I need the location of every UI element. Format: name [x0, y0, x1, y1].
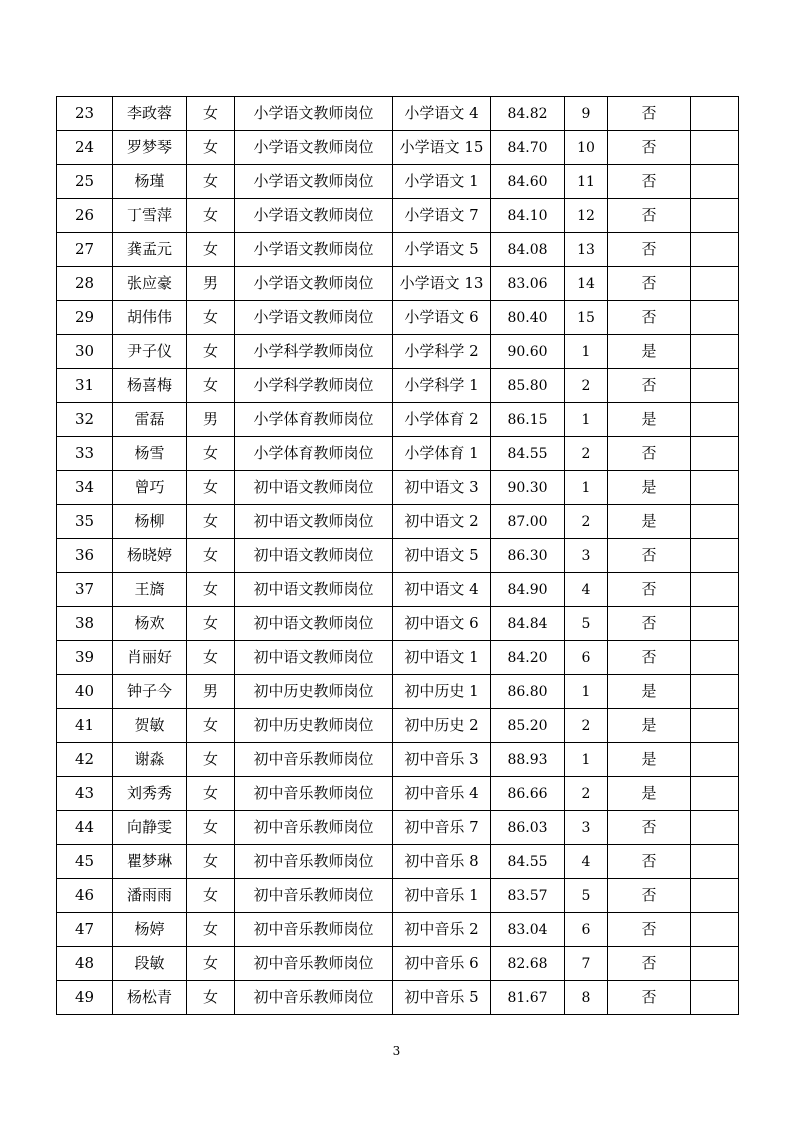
candidate-name-cell: 李政蓉 — [113, 97, 187, 131]
job-position-cell: 初中音乐教师岗位 — [235, 743, 393, 777]
candidate-name-cell: 瞿梦琳 — [113, 845, 187, 879]
row-number-cell: 29 — [57, 301, 113, 335]
row-number-cell: 23 — [57, 97, 113, 131]
exam-number-cell: 小学科学 2 — [393, 335, 491, 369]
candidate-name-cell: 向静雯 — [113, 811, 187, 845]
rank-cell: 2 — [565, 369, 608, 403]
candidate-gender-cell: 女 — [187, 165, 235, 199]
enter-inspection-cell: 否 — [608, 165, 691, 199]
total-score-cell: 84.90 — [491, 573, 565, 607]
row-number-cell: 48 — [57, 947, 113, 981]
total-score-cell: 82.68 — [491, 947, 565, 981]
remark-cell — [691, 505, 739, 539]
row-number-cell: 32 — [57, 403, 113, 437]
job-position-cell: 小学体育教师岗位 — [235, 403, 393, 437]
exam-number-cell: 小学语文 5 — [393, 233, 491, 267]
total-score-cell: 84.60 — [491, 165, 565, 199]
candidate-name-cell: 段敏 — [113, 947, 187, 981]
candidate-name-cell: 潘雨雨 — [113, 879, 187, 913]
remark-cell — [691, 335, 739, 369]
rank-cell: 2 — [565, 437, 608, 471]
total-score-cell: 84.82 — [491, 97, 565, 131]
job-position-cell: 小学语文教师岗位 — [235, 131, 393, 165]
table-row — [57, 335, 739, 369]
remark-cell — [691, 97, 739, 131]
row-number-cell: 46 — [57, 879, 113, 913]
exam-number-cell: 小学体育 2 — [393, 403, 491, 437]
table-row — [57, 301, 739, 335]
job-position-cell: 小学语文教师岗位 — [235, 199, 393, 233]
remark-cell — [691, 165, 739, 199]
remark-cell — [691, 471, 739, 505]
exam-number-cell: 初中音乐 7 — [393, 811, 491, 845]
row-number-cell: 47 — [57, 913, 113, 947]
table-row — [57, 811, 739, 845]
total-score-cell: 86.03 — [491, 811, 565, 845]
rank-cell: 11 — [565, 165, 608, 199]
candidate-name-cell: 杨柳 — [113, 505, 187, 539]
exam-number-cell: 初中音乐 4 — [393, 777, 491, 811]
job-position-cell: 初中音乐教师岗位 — [235, 845, 393, 879]
exam-number-cell: 初中历史 2 — [393, 709, 491, 743]
total-score-cell: 84.70 — [491, 131, 565, 165]
candidate-gender-cell: 女 — [187, 369, 235, 403]
candidate-gender-cell: 女 — [187, 777, 235, 811]
enter-inspection-cell: 否 — [608, 981, 691, 1015]
exam-number-cell: 初中语文 2 — [393, 505, 491, 539]
row-number-cell: 40 — [57, 675, 113, 709]
exam-number-cell: 初中语文 6 — [393, 607, 491, 641]
table-row — [57, 879, 739, 913]
table-row — [57, 97, 739, 131]
rank-cell: 1 — [565, 675, 608, 709]
rank-cell: 7 — [565, 947, 608, 981]
rank-cell: 15 — [565, 301, 608, 335]
table-row — [57, 845, 739, 879]
total-score-cell: 84.55 — [491, 845, 565, 879]
remark-cell — [691, 709, 739, 743]
candidate-gender-cell: 女 — [187, 845, 235, 879]
remark-cell — [691, 777, 739, 811]
candidate-gender-cell: 女 — [187, 97, 235, 131]
exam-number-cell: 小学语文 15 — [393, 131, 491, 165]
table-row — [57, 913, 739, 947]
candidate-gender-cell: 女 — [187, 437, 235, 471]
rank-cell: 5 — [565, 607, 608, 641]
total-score-cell: 83.06 — [491, 267, 565, 301]
rank-cell: 6 — [565, 913, 608, 947]
job-position-cell: 初中语文教师岗位 — [235, 471, 393, 505]
exam-number-cell: 小学语文 7 — [393, 199, 491, 233]
job-position-cell: 小学语文教师岗位 — [235, 301, 393, 335]
table-body — [57, 97, 739, 1015]
rank-cell: 1 — [565, 335, 608, 369]
total-score-cell: 84.10 — [491, 199, 565, 233]
total-score-cell: 86.30 — [491, 539, 565, 573]
job-position-cell: 初中历史教师岗位 — [235, 709, 393, 743]
job-position-cell: 初中历史教师岗位 — [235, 675, 393, 709]
rank-cell: 12 — [565, 199, 608, 233]
exam-number-cell: 小学语文 13 — [393, 267, 491, 301]
rank-cell: 3 — [565, 811, 608, 845]
remark-cell — [691, 369, 739, 403]
candidate-gender-cell: 女 — [187, 947, 235, 981]
row-number-cell: 36 — [57, 539, 113, 573]
enter-inspection-cell: 否 — [608, 947, 691, 981]
rank-cell: 2 — [565, 777, 608, 811]
results-table — [56, 96, 739, 1015]
total-score-cell: 84.20 — [491, 641, 565, 675]
table-row — [57, 641, 739, 675]
candidate-gender-cell: 女 — [187, 879, 235, 913]
enter-inspection-cell: 是 — [608, 335, 691, 369]
enter-inspection-cell: 是 — [608, 675, 691, 709]
rank-cell: 1 — [565, 403, 608, 437]
enter-inspection-cell: 否 — [608, 267, 691, 301]
rank-cell: 1 — [565, 471, 608, 505]
candidate-name-cell: 曾巧 — [113, 471, 187, 505]
remark-cell — [691, 301, 739, 335]
enter-inspection-cell: 否 — [608, 301, 691, 335]
candidate-gender-cell: 女 — [187, 233, 235, 267]
candidate-name-cell: 杨雪 — [113, 437, 187, 471]
rank-cell: 2 — [565, 709, 608, 743]
rank-cell: 9 — [565, 97, 608, 131]
candidate-name-cell: 杨婷 — [113, 913, 187, 947]
table-row — [57, 131, 739, 165]
enter-inspection-cell: 否 — [608, 97, 691, 131]
exam-number-cell: 初中音乐 5 — [393, 981, 491, 1015]
remark-cell — [691, 641, 739, 675]
candidate-gender-cell: 女 — [187, 471, 235, 505]
candidate-name-cell: 杨喜梅 — [113, 369, 187, 403]
candidate-name-cell: 龚孟元 — [113, 233, 187, 267]
row-number-cell: 28 — [57, 267, 113, 301]
rank-cell: 10 — [565, 131, 608, 165]
exam-number-cell: 初中语文 3 — [393, 471, 491, 505]
table-row — [57, 607, 739, 641]
row-number-cell: 49 — [57, 981, 113, 1015]
row-number-cell: 37 — [57, 573, 113, 607]
table-row — [57, 573, 739, 607]
page-number: 3 — [392, 1044, 401, 1058]
table-row — [57, 777, 739, 811]
row-number-cell: 31 — [57, 369, 113, 403]
exam-number-cell: 初中音乐 1 — [393, 879, 491, 913]
enter-inspection-cell: 是 — [608, 403, 691, 437]
row-number-cell: 35 — [57, 505, 113, 539]
total-score-cell: 81.67 — [491, 981, 565, 1015]
remark-cell — [691, 811, 739, 845]
total-score-cell: 80.40 — [491, 301, 565, 335]
candidate-gender-cell: 女 — [187, 539, 235, 573]
enter-inspection-cell: 否 — [608, 573, 691, 607]
remark-cell — [691, 233, 739, 267]
candidate-gender-cell: 女 — [187, 131, 235, 165]
table-row — [57, 675, 739, 709]
exam-number-cell: 初中语文 5 — [393, 539, 491, 573]
job-position-cell: 小学科学教师岗位 — [235, 335, 393, 369]
total-score-cell: 84.08 — [491, 233, 565, 267]
remark-cell — [691, 199, 739, 233]
job-position-cell: 初中音乐教师岗位 — [235, 777, 393, 811]
total-score-cell: 90.60 — [491, 335, 565, 369]
table-row — [57, 709, 739, 743]
remark-cell — [691, 607, 739, 641]
candidate-gender-cell: 女 — [187, 913, 235, 947]
candidate-name-cell: 杨松青 — [113, 981, 187, 1015]
candidate-name-cell: 杨欢 — [113, 607, 187, 641]
total-score-cell: 85.20 — [491, 709, 565, 743]
total-score-cell: 84.55 — [491, 437, 565, 471]
row-number-cell: 38 — [57, 607, 113, 641]
job-position-cell: 初中语文教师岗位 — [235, 641, 393, 675]
table-row — [57, 981, 739, 1015]
job-position-cell: 小学科学教师岗位 — [235, 369, 393, 403]
remark-cell — [691, 913, 739, 947]
enter-inspection-cell: 否 — [608, 845, 691, 879]
exam-number-cell: 初中历史 1 — [393, 675, 491, 709]
total-score-cell: 86.15 — [491, 403, 565, 437]
candidate-name-cell: 胡伟伟 — [113, 301, 187, 335]
total-score-cell: 90.30 — [491, 471, 565, 505]
exam-number-cell: 初中语文 4 — [393, 573, 491, 607]
candidate-gender-cell: 男 — [187, 267, 235, 301]
row-number-cell: 24 — [57, 131, 113, 165]
row-number-cell: 30 — [57, 335, 113, 369]
row-number-cell: 25 — [57, 165, 113, 199]
candidate-name-cell: 尹子仪 — [113, 335, 187, 369]
enter-inspection-cell: 否 — [608, 539, 691, 573]
rank-cell: 4 — [565, 845, 608, 879]
exam-number-cell: 初中音乐 2 — [393, 913, 491, 947]
remark-cell — [691, 947, 739, 981]
table-row — [57, 539, 739, 573]
candidate-name-cell: 张应豪 — [113, 267, 187, 301]
enter-inspection-cell: 是 — [608, 709, 691, 743]
candidate-gender-cell: 女 — [187, 981, 235, 1015]
enter-inspection-cell: 否 — [608, 913, 691, 947]
row-number-cell: 45 — [57, 845, 113, 879]
enter-inspection-cell: 否 — [608, 233, 691, 267]
job-position-cell: 初中语文教师岗位 — [235, 607, 393, 641]
exam-number-cell: 小学语文 1 — [393, 165, 491, 199]
job-position-cell: 初中语文教师岗位 — [235, 539, 393, 573]
exam-number-cell: 初中语文 1 — [393, 641, 491, 675]
candidate-name-cell: 钟子今 — [113, 675, 187, 709]
enter-inspection-cell: 是 — [608, 743, 691, 777]
table-row — [57, 743, 739, 777]
enter-inspection-cell: 否 — [608, 437, 691, 471]
exam-number-cell: 小学语文 6 — [393, 301, 491, 335]
row-number-cell: 39 — [57, 641, 113, 675]
candidate-gender-cell: 女 — [187, 811, 235, 845]
candidate-gender-cell: 女 — [187, 505, 235, 539]
candidate-gender-cell: 女 — [187, 607, 235, 641]
job-position-cell: 初中音乐教师岗位 — [235, 981, 393, 1015]
candidate-gender-cell: 女 — [187, 709, 235, 743]
row-number-cell: 44 — [57, 811, 113, 845]
remark-cell — [691, 879, 739, 913]
remark-cell — [691, 267, 739, 301]
table-row — [57, 267, 739, 301]
remark-cell — [691, 573, 739, 607]
exam-number-cell: 初中音乐 8 — [393, 845, 491, 879]
enter-inspection-cell: 否 — [608, 811, 691, 845]
enter-inspection-cell: 否 — [608, 641, 691, 675]
job-position-cell: 初中语文教师岗位 — [235, 573, 393, 607]
rank-cell: 3 — [565, 539, 608, 573]
enter-inspection-cell: 是 — [608, 505, 691, 539]
candidate-gender-cell: 女 — [187, 641, 235, 675]
job-position-cell: 小学语文教师岗位 — [235, 233, 393, 267]
table-row — [57, 471, 739, 505]
rank-cell: 2 — [565, 505, 608, 539]
candidate-gender-cell: 女 — [187, 301, 235, 335]
candidate-gender-cell: 女 — [187, 573, 235, 607]
candidate-name-cell: 丁雪萍 — [113, 199, 187, 233]
job-position-cell: 初中音乐教师岗位 — [235, 913, 393, 947]
row-number-cell: 41 — [57, 709, 113, 743]
total-score-cell: 86.66 — [491, 777, 565, 811]
total-score-cell: 83.57 — [491, 879, 565, 913]
exam-number-cell: 初中音乐 3 — [393, 743, 491, 777]
rank-cell: 8 — [565, 981, 608, 1015]
rank-cell: 13 — [565, 233, 608, 267]
job-position-cell: 初中语文教师岗位 — [235, 505, 393, 539]
exam-number-cell: 小学语文 4 — [393, 97, 491, 131]
table-row — [57, 233, 739, 267]
row-number-cell: 27 — [57, 233, 113, 267]
candidate-gender-cell: 女 — [187, 743, 235, 777]
job-position-cell: 小学语文教师岗位 — [235, 267, 393, 301]
table-row — [57, 369, 739, 403]
exam-number-cell: 初中音乐 6 — [393, 947, 491, 981]
exam-number-cell: 小学体育 1 — [393, 437, 491, 471]
candidate-name-cell: 贺敏 — [113, 709, 187, 743]
exam-number-cell: 小学科学 1 — [393, 369, 491, 403]
table-row — [57, 505, 739, 539]
enter-inspection-cell: 否 — [608, 879, 691, 913]
candidate-name-cell: 肖丽好 — [113, 641, 187, 675]
remark-cell — [691, 743, 739, 777]
candidate-name-cell: 雷磊 — [113, 403, 187, 437]
total-score-cell: 87.00 — [491, 505, 565, 539]
candidate-gender-cell: 女 — [187, 199, 235, 233]
candidate-name-cell: 刘秀秀 — [113, 777, 187, 811]
remark-cell — [691, 539, 739, 573]
enter-inspection-cell: 是 — [608, 777, 691, 811]
remark-cell — [691, 845, 739, 879]
row-number-cell: 34 — [57, 471, 113, 505]
remark-cell — [691, 981, 739, 1015]
rank-cell: 1 — [565, 743, 608, 777]
row-number-cell: 43 — [57, 777, 113, 811]
total-score-cell: 88.93 — [491, 743, 565, 777]
table-row — [57, 199, 739, 233]
remark-cell — [691, 403, 739, 437]
candidate-gender-cell: 男 — [187, 675, 235, 709]
candidate-gender-cell: 女 — [187, 335, 235, 369]
total-score-cell: 84.84 — [491, 607, 565, 641]
total-score-cell: 85.80 — [491, 369, 565, 403]
table-row — [57, 437, 739, 471]
job-position-cell: 小学体育教师岗位 — [235, 437, 393, 471]
candidate-name-cell: 王旖 — [113, 573, 187, 607]
row-number-cell: 26 — [57, 199, 113, 233]
job-position-cell: 小学语文教师岗位 — [235, 165, 393, 199]
job-position-cell: 小学语文教师岗位 — [235, 97, 393, 131]
total-score-cell: 83.04 — [491, 913, 565, 947]
enter-inspection-cell: 否 — [608, 131, 691, 165]
table-row — [57, 947, 739, 981]
rank-cell: 5 — [565, 879, 608, 913]
enter-inspection-cell: 否 — [608, 369, 691, 403]
table-row — [57, 403, 739, 437]
remark-cell — [691, 437, 739, 471]
candidate-name-cell: 谢淼 — [113, 743, 187, 777]
row-number-cell: 33 — [57, 437, 113, 471]
candidate-name-cell: 杨晓婷 — [113, 539, 187, 573]
job-position-cell: 初中音乐教师岗位 — [235, 947, 393, 981]
rank-cell: 6 — [565, 641, 608, 675]
total-score-cell: 86.80 — [491, 675, 565, 709]
rank-cell: 14 — [565, 267, 608, 301]
remark-cell — [691, 675, 739, 709]
table-row — [57, 165, 739, 199]
row-number-cell: 42 — [57, 743, 113, 777]
candidate-gender-cell: 男 — [187, 403, 235, 437]
rank-cell: 4 — [565, 573, 608, 607]
candidate-name-cell: 罗梦琴 — [113, 131, 187, 165]
enter-inspection-cell: 否 — [608, 607, 691, 641]
candidate-name-cell: 杨瑾 — [113, 165, 187, 199]
remark-cell — [691, 131, 739, 165]
job-position-cell: 初中音乐教师岗位 — [235, 879, 393, 913]
enter-inspection-cell: 是 — [608, 471, 691, 505]
enter-inspection-cell: 否 — [608, 199, 691, 233]
job-position-cell: 初中音乐教师岗位 — [235, 811, 393, 845]
